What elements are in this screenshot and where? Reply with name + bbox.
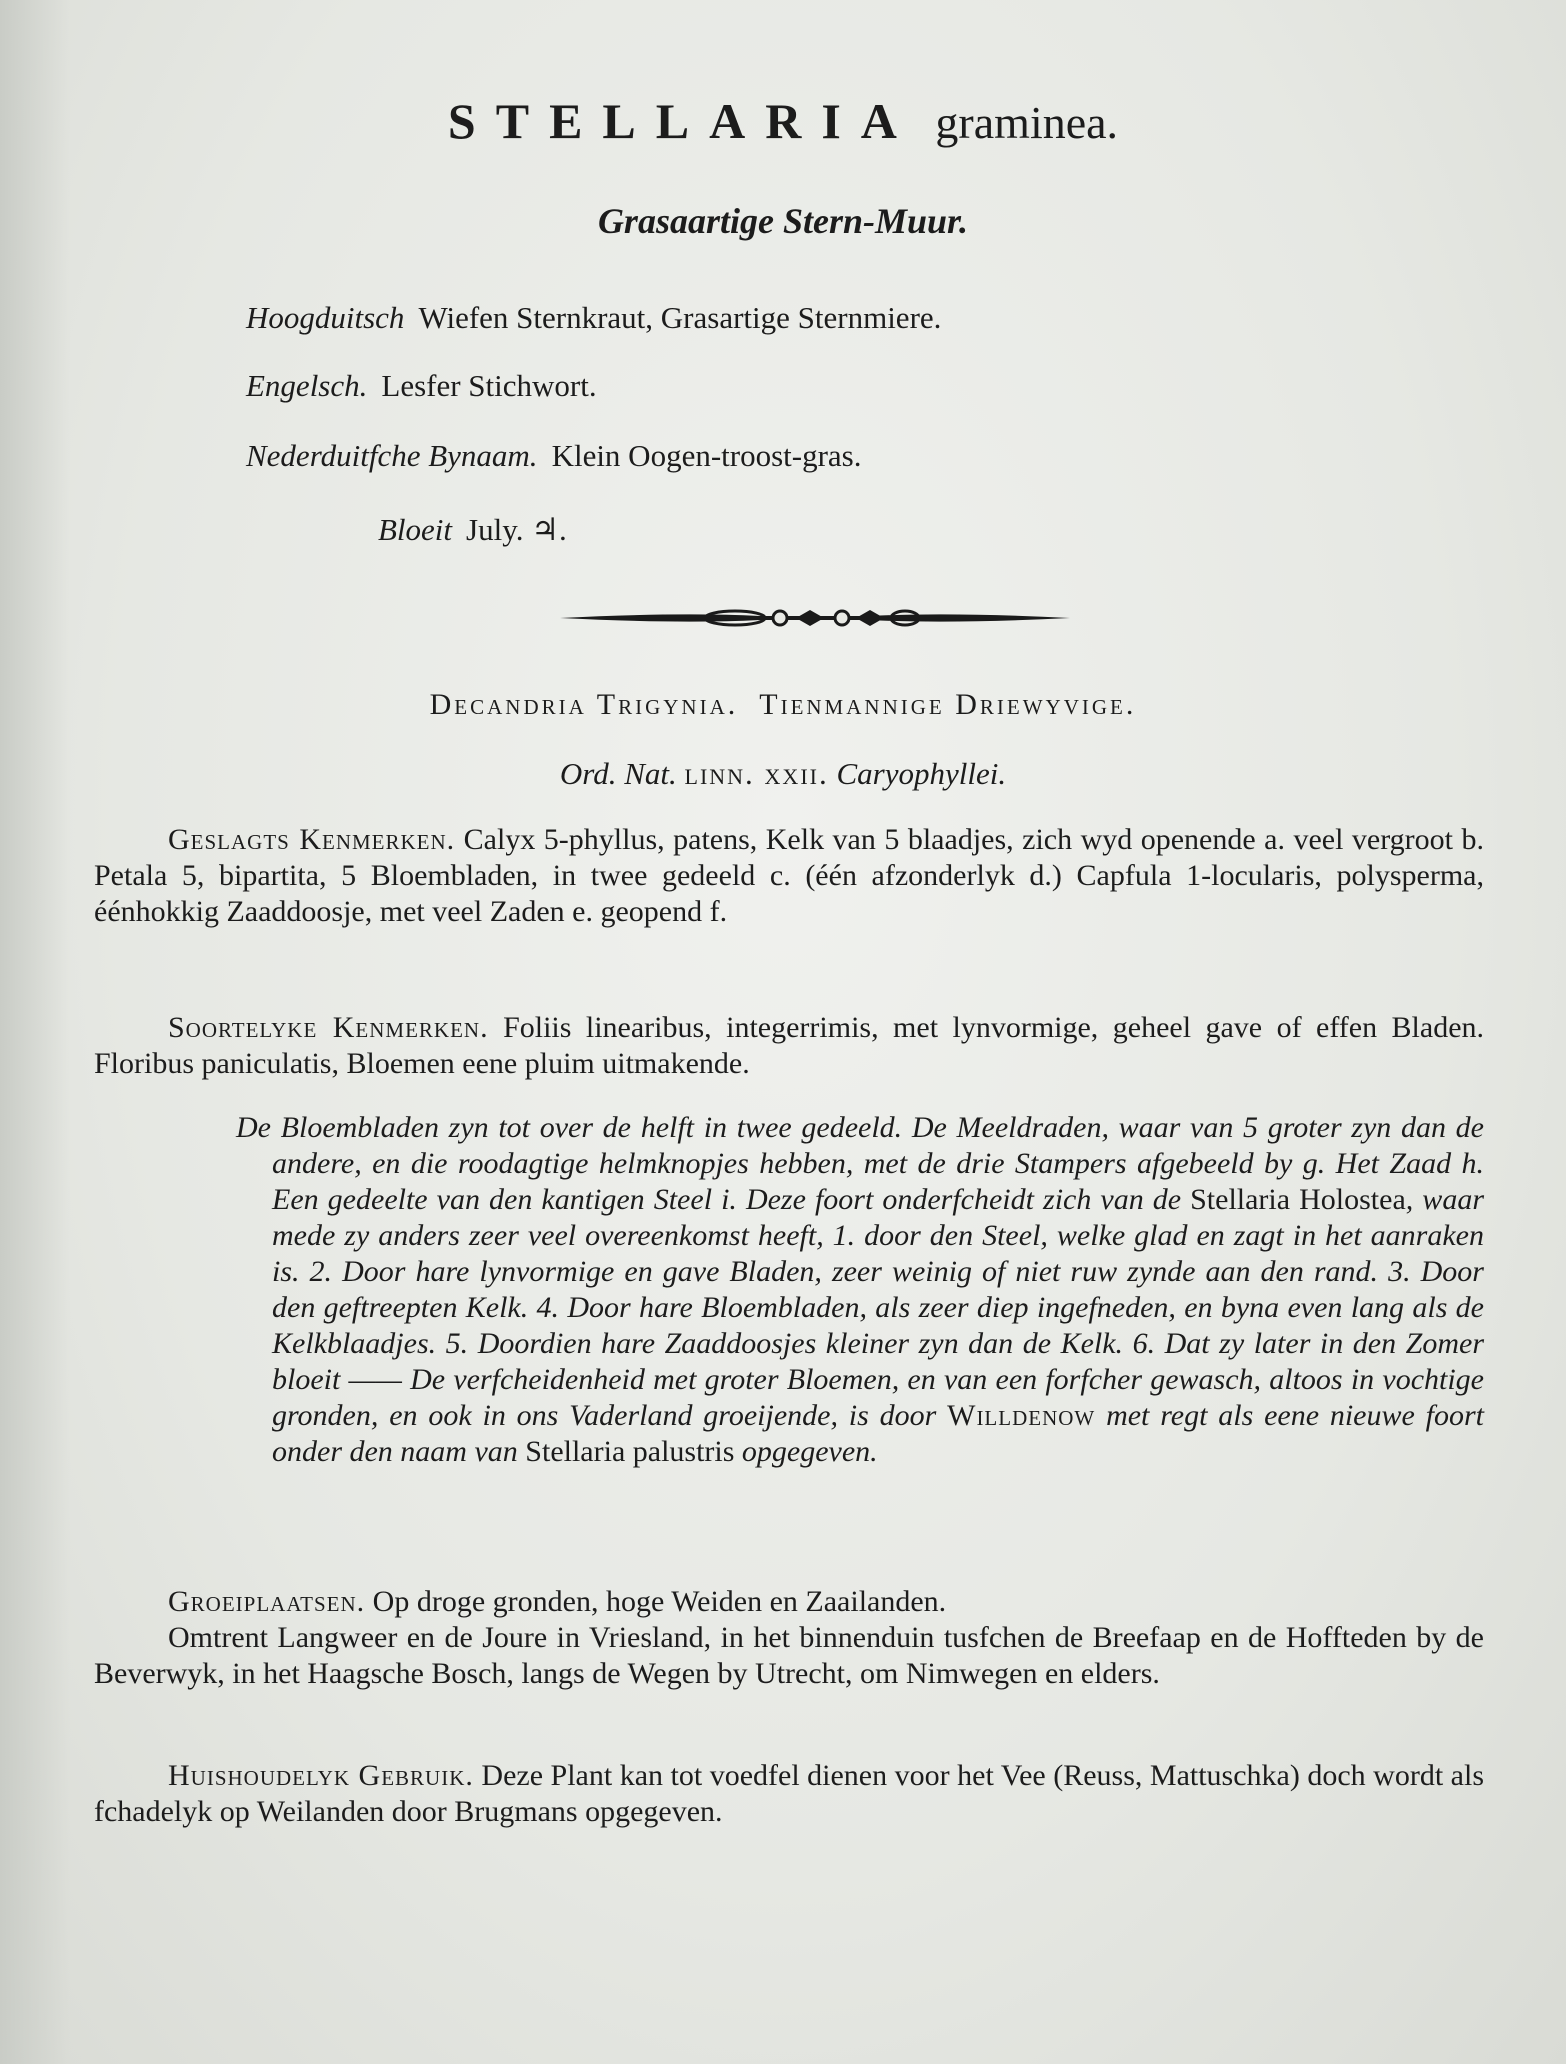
bloeit-value: July. ♃. — [466, 512, 567, 547]
note-species-1: Stellaria Holostea — [1190, 1183, 1406, 1216]
ord-linn: linn. xxii. — [684, 756, 829, 791]
ord-prefix: Ord. Nat. — [559, 756, 677, 791]
name-nederduitsch — [246, 438, 862, 474]
groeiplaatsen-heading: Groeiplaatsen. — [168, 1585, 366, 1618]
name-value: Lesfer Stichwort. — [381, 368, 597, 403]
groeiplaatsen-text-2: Omtrent Langweer en de Joure in Vriesland, in het binnenduin tusfchen de Breefaap en de Hoffteden by de Beverwyk, in het Haagsche Bosch, langs de Wegen by Utrecht, om Nimwegen en elders. — [94, 1621, 1484, 1690]
name-value: Wiefen Sternkraut, Grasartige Sternmiere. — [418, 300, 942, 335]
classification-line — [0, 688, 1566, 722]
name-engelsch — [246, 368, 597, 404]
ornament-divider — [560, 600, 1070, 636]
soortelyke-text: Foliis linearibus, integerrimis, met lynvormige, geheel gave of effen Bladen. Floribus paniculatis, Bloemen eene pluim uitmakende. — [94, 1011, 1485, 1080]
note-text-1: De Bloembladen zyn tot over de helft in twee gedeeld. De Meeldraden, waar van 5 groter zyn dan de andere, en die roodagtige helmknopjes hebben, met de drie Stampers afgebeeld by g. Het Zaad h. Een gedeelte van den kantigen Steel i. Deze foort onderfcheidt zich van de — [236, 1111, 1484, 1216]
note-text-4: opgegeven. — [741, 1435, 878, 1468]
class-latin: Decandria Trigynia. — [429, 688, 739, 721]
note-text-2: , waar mede zy anders zeer veel overeenkomst heeft, 1. door den Steel, welke glad en zagt in het aanraken is. 2. Door hare lynvormige en gave Bladen, zeer weinig of niet ruw zynde aan den rand. 3. Door den geftreepten Kelk. 4. Door hare Bloembladen, als zeer diep ingefneden, en byna even lang als de Kelkblaadjes. 5. Doordien hare Zaaddoosjes kleiner zyn dan de Kelk. 6. Dat zy later in den Zomer bloeit —— De verfcheidenheid met groter Bloemen, en van een forfcher gewasch, altoos in vochtige gronden, en ook in ons Vaderland groeijende, is door — [272, 1183, 1484, 1432]
page-title — [0, 92, 1566, 150]
groeiplaatsen-text: Op droge gronden, hoge Weiden en Zaailanden. — [372, 1585, 947, 1618]
groeiplaatsen-paragraph — [94, 1584, 1484, 1620]
bloeit-line — [378, 512, 567, 548]
name-label: Engelsch. — [246, 368, 368, 403]
note-author: Willdenow — [947, 1399, 1096, 1432]
groeiplaatsen-localities — [94, 1620, 1484, 1692]
name-hoogduitsch — [246, 300, 941, 336]
description-note — [236, 1110, 1484, 1470]
page-edge-shadow — [0, 0, 70, 2064]
geslagts-heading: Geslagts Kenmerken. — [168, 823, 456, 856]
name-value: Klein Oogen-troost-gras. — [551, 438, 862, 473]
title-genus: STELLARIA — [447, 93, 917, 149]
natural-order-line — [0, 756, 1566, 792]
name-label: Nederduitfche Bynaam. — [246, 438, 538, 473]
name-label: Hoogduitsch — [246, 300, 405, 335]
huishoudelyk-heading: Huishoudelyk Gebruik. — [168, 1759, 474, 1792]
soortelyke-heading: Soortelyke Kenmerken. — [168, 1011, 489, 1044]
huishoudelyk-paragraph — [94, 1758, 1484, 1830]
soortelyke-paragraph — [94, 1010, 1484, 1082]
ord-family: Caryophyllei. — [836, 756, 1007, 791]
bloeit-label: Bloeit — [378, 512, 453, 547]
class-dutch: Tienmannige Driewyvige. — [759, 688, 1137, 721]
note-text-3: met regt als eene nieuwe foort onder den naam van — [272, 1399, 1484, 1468]
geslagts-text: Calyx 5-phyllus, patens, Kelk van 5 blaadjes, zich wyd openende a. veel vergroot b. Petala 5, bipartita, 5 Bloembladen, in twee gedeeld c. (één afzonderlyk d.) Capfula 1-locularis, polysperma, éénhokkig Zaaddoosje, met veel Zaden e. geopend f. — [94, 823, 1484, 928]
huishoudelyk-text: Deze Plant kan tot voedfel dienen voor het Vee (Reuss, Mattuschka) doch wordt als fchadelyk op Weilanden door Brugmans opgegeven. — [94, 1759, 1484, 1828]
dutch-name: Grasaartige Stern-Muur. — [597, 201, 969, 241]
note-species-2: Stellaria palustris — [525, 1435, 735, 1468]
title-species: graminea. — [935, 97, 1119, 148]
geslagts-paragraph — [94, 822, 1484, 930]
